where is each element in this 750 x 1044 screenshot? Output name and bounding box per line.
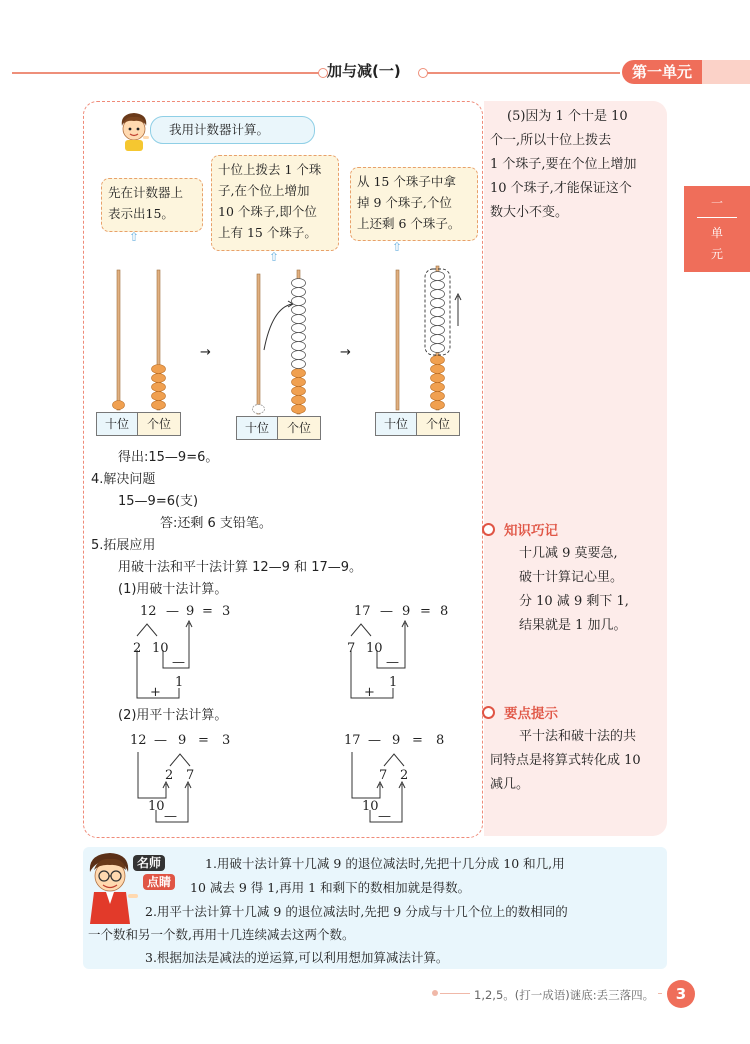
knowledge-line-1: 十几减 9 莫要急, <box>519 546 618 561</box>
tip-1a: 1.用破十法计算十几减 9 的退位减法时,先把十几分成 10 和几,用 <box>205 856 565 871</box>
unit-label: 第一单元 <box>622 60 702 84</box>
ones-label: 个位 <box>137 412 181 436</box>
p1b-result: 8 <box>440 604 449 619</box>
p1a-equals: = <box>202 604 213 619</box>
bead <box>431 392 445 401</box>
p1a-diff: 1 <box>175 675 184 690</box>
tip-2b: 一个数和另一个数,再用十几连续减去这两个数。 <box>88 927 355 942</box>
bead <box>152 401 166 410</box>
step-bubble-2 <box>211 155 339 251</box>
keypoint-line-2: 同特点是将算式转化成 10 <box>490 753 641 768</box>
p2a-minus: — <box>154 733 167 748</box>
step2-line1: 十位上拨去 1 个珠 <box>218 162 322 177</box>
note-line-5: 数大小不变。 <box>490 205 569 220</box>
bead-new <box>292 279 306 288</box>
knowledge-line-4: 结果就是 1 加几。 <box>519 618 627 633</box>
p2b-split-2: 2 <box>400 768 409 783</box>
p2b-equals: = <box>412 733 423 748</box>
abacus-1 <box>96 264 186 414</box>
section4-equation: 15—9=6(支) <box>118 494 199 509</box>
bead <box>292 378 306 387</box>
bead <box>113 401 125 410</box>
p1a-split-1: 2 <box>133 641 142 656</box>
p2a-operand-b: 9 <box>178 733 187 748</box>
p1b-minus-mark: — <box>386 655 399 670</box>
knowledge-line-2: 破十计算记心里。 <box>519 570 624 585</box>
bead <box>152 365 166 374</box>
bead-removed <box>431 308 445 317</box>
bead-removed <box>431 326 445 335</box>
note-line-1: (5)因为 1 个十是 10 <box>507 109 628 124</box>
p2b-operand-b: 9 <box>392 733 401 748</box>
up-arrow-icon: ⇧ <box>269 250 280 264</box>
p1b-equals: = <box>420 604 431 619</box>
bead-removed <box>253 405 265 414</box>
p1a-split-2: 10 <box>152 641 169 656</box>
page-number: 3 <box>667 980 695 1008</box>
p2a-split-1: 2 <box>165 768 174 783</box>
bead-removed <box>431 281 445 290</box>
section5-intro: 用破十法和平十法计算 12—9 和 17—9。 <box>118 560 363 575</box>
section5-part2: (2)用平十法计算。 <box>118 708 228 723</box>
up-arrow-icon <box>455 294 461 326</box>
p1a-operand-b: 9 <box>186 604 195 619</box>
p1a-minus: — <box>166 604 179 619</box>
p2b-minus-mark: — <box>378 809 391 824</box>
tip-3: 3.根据加法是减法的逆运算,可以利用想加算减法计算。 <box>145 950 449 965</box>
knowledge-dot-icon <box>482 523 495 536</box>
note-line-4: 10 个珠子,才能保证这个 <box>490 181 632 196</box>
p1b-plus-mark: + <box>364 685 375 700</box>
p2b-result: 8 <box>436 733 445 748</box>
bead <box>292 396 306 405</box>
bead <box>431 356 445 365</box>
bead <box>292 387 306 396</box>
p1b-operand-a: 17 <box>354 604 371 619</box>
bead <box>431 365 445 374</box>
p2b-lines <box>342 748 442 828</box>
bead <box>152 374 166 383</box>
tens-label: 十位 <box>96 412 138 436</box>
up-arrow-icon: ⇧ <box>129 230 140 244</box>
speech-bubble: 我用计数器计算。 <box>150 116 315 144</box>
p2a-equals: = <box>198 733 209 748</box>
side-unit-tab[interactable] <box>684 186 750 272</box>
abacus-3 <box>375 264 470 414</box>
tens-label: 十位 <box>236 416 278 440</box>
arrow-right-icon: → <box>200 345 211 360</box>
bead <box>292 405 306 414</box>
teacher-badge-line2: 点睛 <box>143 874 175 890</box>
bead <box>152 392 166 401</box>
bead-new <box>292 315 306 324</box>
side-tab-char-3: 元 <box>710 247 723 261</box>
p1b-operand-b: 9 <box>402 604 411 619</box>
p2a-lines <box>128 748 228 828</box>
note-line-2: 个一,所以十位上拨去 <box>490 133 612 148</box>
step3-line3: 上还剩 6 个珠子。 <box>357 216 461 231</box>
bead <box>292 369 306 378</box>
step-bubble-3 <box>350 167 478 241</box>
ones-label: 个位 <box>416 412 460 436</box>
section4-answer: 答:还剩 6 支铅笔。 <box>160 516 272 531</box>
teacher-badge-line1: 名师 <box>133 855 165 871</box>
step3-line2: 掉 9 个珠子,个位 <box>357 195 452 210</box>
bead <box>152 383 166 392</box>
section5-part1: (1)用破十法计算。 <box>118 582 228 597</box>
side-tab-char-2: 单 <box>710 226 723 240</box>
keypoint-dot-icon <box>482 706 495 719</box>
abacus-2 <box>236 268 326 418</box>
tens-label: 十位 <box>375 412 417 436</box>
p2b-split-1: 7 <box>379 768 388 783</box>
bead <box>431 401 445 410</box>
step2-line3: 10 个珠子,即个位 <box>218 204 317 219</box>
note-line-3: 1 个珠子,要在个位上增加 <box>490 157 637 172</box>
kid-avatar-icon <box>116 110 152 152</box>
p2a-operand-a: 12 <box>130 733 147 748</box>
bead-removed <box>431 317 445 326</box>
step1-line2: 表示出15。 <box>108 206 174 221</box>
step2-line2: 子,在个位上增加 <box>218 183 310 198</box>
p1a-result: 3 <box>222 604 231 619</box>
p1b-minus: — <box>380 604 393 619</box>
knowledge-line-3: 分 10 减 9 剩下 1, <box>519 594 629 609</box>
section4-title: 4.解决问题 <box>91 472 156 487</box>
bead-new <box>292 297 306 306</box>
arrow-right-icon: → <box>340 345 351 360</box>
up-arrow-icon: ⇧ <box>392 240 403 254</box>
step2-line4: 上有 15 个珠子。 <box>218 225 317 240</box>
p1a-minus-mark: — <box>172 655 185 670</box>
bead-removed <box>431 272 445 281</box>
bead-removed <box>431 299 445 308</box>
p1b-split-1: 7 <box>347 641 356 656</box>
p2a-step-result: 10 <box>148 799 165 814</box>
keypoint-line-3: 减几。 <box>490 777 530 792</box>
step1-line1: 先在计数器上 <box>108 185 184 200</box>
bead-removed <box>431 335 445 344</box>
teacher-badge <box>133 852 183 890</box>
bead-new <box>292 288 306 297</box>
p2b-operand-a: 17 <box>344 733 361 748</box>
bead-new <box>292 360 306 369</box>
bead <box>431 383 445 392</box>
p1b-split-2: 10 <box>366 641 383 656</box>
bead-new <box>292 351 306 360</box>
ones-beads <box>431 272 445 410</box>
bead-new <box>292 324 306 333</box>
footer-dot-icon <box>432 990 438 996</box>
move-arrow-icon <box>264 304 292 350</box>
p1a-plus-mark: + <box>150 685 161 700</box>
p2a-split-2: 7 <box>186 768 195 783</box>
section5-title: 5.拓展应用 <box>91 538 156 553</box>
p2a-minus-mark: — <box>164 809 177 824</box>
bead-new <box>292 333 306 342</box>
step-bubble-1 <box>101 178 203 232</box>
ones-label: 个位 <box>277 416 321 440</box>
header-rule-left <box>12 72 320 74</box>
step3-line1: 从 15 个珠子中拿 <box>357 174 456 189</box>
keypoint-title: 要点提示 <box>504 706 558 722</box>
p2a-result: 3 <box>222 733 231 748</box>
p1b-diff: 1 <box>389 675 398 690</box>
bead-removed <box>431 344 445 353</box>
bead <box>431 374 445 383</box>
side-tab-divider <box>697 217 737 218</box>
tip-1b: 10 减去 9 得 1,再用 1 和剩下的数相加就是得数。 <box>190 880 471 895</box>
bead-new <box>292 342 306 351</box>
page-title: 加与减(一) <box>327 62 401 80</box>
p1a-operand-a: 12 <box>140 604 157 619</box>
ones-beads <box>152 365 166 410</box>
result-line: 得出:15—9=6。 <box>118 450 219 465</box>
footer-riddle: 1,2,5。(打一成语)谜底:丢三落四。 <box>470 987 658 1003</box>
keypoint-line-1: 平十法和破十法的共 <box>519 729 637 744</box>
p2b-minus: — <box>368 733 381 748</box>
side-tab-char-1: 一 <box>710 196 723 210</box>
knowledge-title: 知识巧记 <box>504 523 558 539</box>
header-dot-right <box>418 68 428 78</box>
header-rule-right <box>425 72 620 74</box>
bead-removed <box>431 290 445 299</box>
unit-tab-stripe <box>702 60 750 84</box>
ones-beads <box>292 279 306 414</box>
p2b-step-result: 10 <box>362 799 379 814</box>
tip-2a: 2.用平十法计算十几减 9 的退位减法时,先把 9 分成与十几个位上的数相同的 <box>145 904 568 919</box>
bead-new <box>292 306 306 315</box>
